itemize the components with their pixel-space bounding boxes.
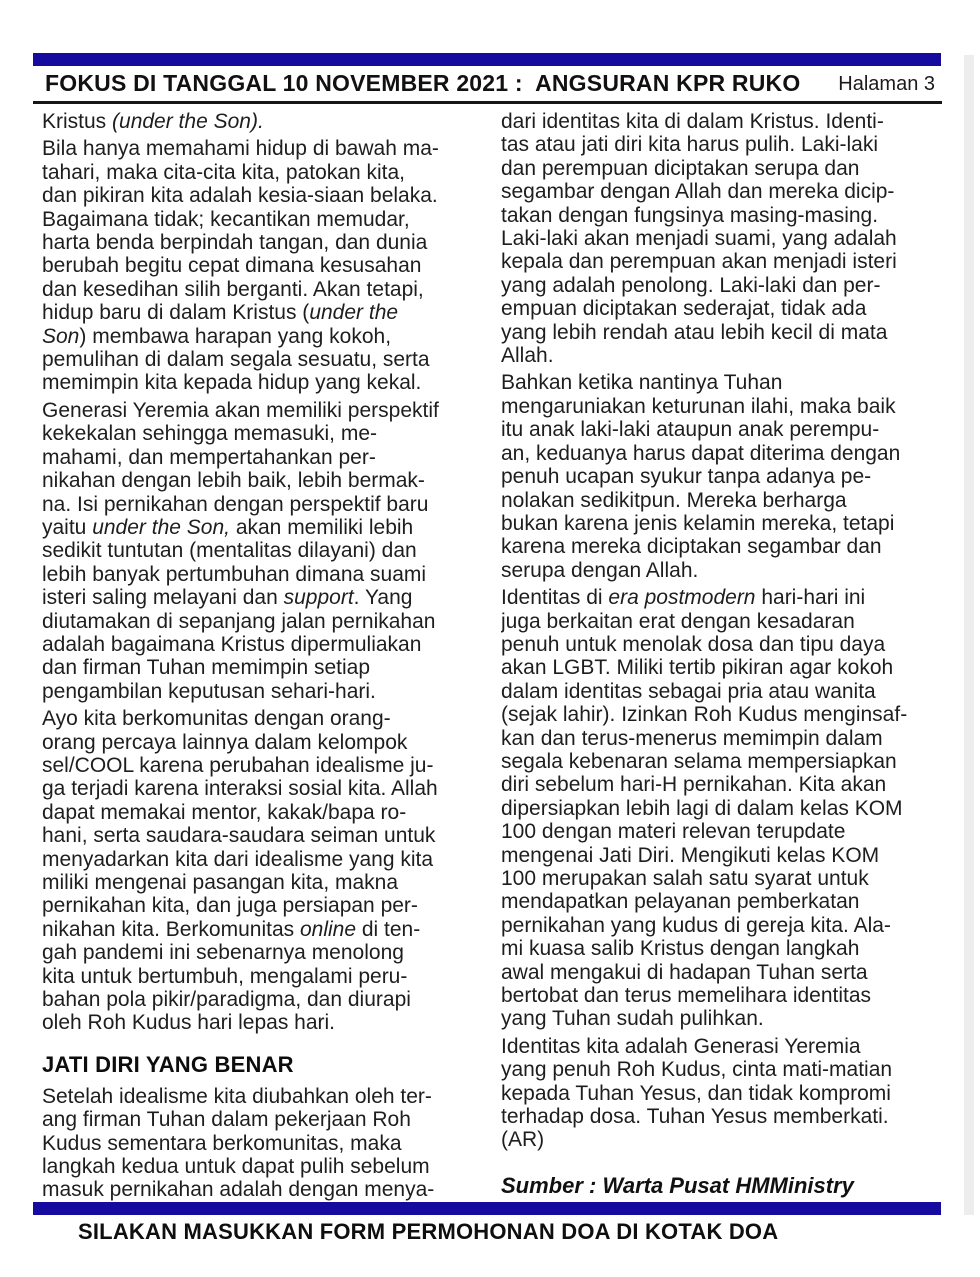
source-attribution: Sumber : Warta Pusat HMMinistry (501, 1172, 854, 1198)
paragraph: Identitas di era postmodern hari-hari ini juga berkaitan erat dengan kesadaran penuh untuk menolak dosa dan tipu daya akan LGBT. Miliki tertib pikiran agar kokoh dalam identitas sebagai pria atau wanita (sejak lahir). Izinkan Roh Kudus menginsaf- kan dan terus-menerus memimpin dalam segala kebenaran selama mempersiapkan diri sebelum hari-H pernikahan. Kita akan dipersiapkan lebih lagi di dalam kelas KOM 100 dengan materi relevan terupdate mengenai Jati Diri. Mengikuti kelas KOM 100 merupakan salah satu syarat untuk mendapatkan pelayanan pemberkatan pernikahan yang kudus di gereja kita. Ala- mi kuasa salib Kristus dengan langkah awal mengakui di hadapan Tuhan serta bertobat dan terus memelihara identitas yang Tuhan sudah pulihkan. (501, 586, 908, 1031)
paragraph: Generasi Yeremia akan memiliki perspektif kekekalan sehingga memasuki, me- mahami, dan mempertahankan per- nikahan dengan lebih baik, lebih bermak- na. Isi pernikahan dengan perspektif baru yaitu under the Son, akan memiliki lebih sedikit tuntutan (mentalitas dilayani) dan lebih banyak pertumbuhan dimana suami isteri saling melayani dan support. Yang diutamakan di sepanjang jalan pernikahan adalah bagaimana Kristus dipermuliakan dan firman Tuhan memimpin setiap pengambilan keputusan sehari-hari. (42, 398, 439, 703)
page-title: FOKUS DI TANGGAL 10 NOVEMBER 2021 : ANGSURAN KPR RUKO (45, 70, 801, 96)
paragraph: Identitas kita adalah Generasi Yeremia yang penuh Roh Kudus, cinta mati-matian kepada Tuhan Yesus, dan tidak kompromi terhadap dosa. Tuhan Yesus memberkati. (AR) (501, 1034, 893, 1152)
section-heading: JATI DIRI YANG BENAR (42, 1051, 294, 1077)
scan-edge-shadow (964, 55, 974, 1215)
bottom-accent-bar (33, 1202, 941, 1215)
paragraph: Bahkan ketika nantinya Tuhan mengaruniakan keturunan ilahi, maka baik itu anak laki-laki ataupun anak perempu- an, keduanya harus dapat diterima dengan penuh ucapan syukur tanpa adanya pe- nolakan sedikitpun. Mereka berharga bukan karena jenis kelamin mereka, tetapi karena mereka diciptakan segambar dan serupa dengan Allah. (501, 371, 901, 582)
left-column (42, 110, 491, 1206)
paragraph: Setelah idealisme kita diubahkan oleh ter- ang firman Tuhan dalam pekerjaan Roh Kudus sementara berkomunitas, maka langkah kedua untuk dapat pulih sebelum masuk pernikahan adalah dengan menya- (42, 1084, 435, 1202)
header-divider (33, 101, 942, 104)
right-column (501, 110, 950, 1206)
page-number: Halaman 3 (838, 73, 935, 95)
paragraph: Ayo kita berkomunitas dengan orang- orang percaya lainnya dalam kelompok sel/COOL karena perubahan idealisme ju- ga terjadi karena interaksi sosial kita. Allah dapat memakai mentor, kakak/bapa ro- hani, serta saudara-saudara seiman untuk menyadarkan kita dari idealisme yang kita miliki mengenai pasangan kita, makna pernikahan kita, dan juga persiapan per- nikahan kita. Berkomunitas online di ten- gah pandemi ini sebenarnya menolong kita untuk bertumbuh, mengalami peru- bahan pola pikir/paradigma, dan diurapi oleh Roh Kudus hari lepas hari. (42, 707, 438, 1035)
footer-notice: SILAKAN MASUKKAN FORM PERMOHONAN DOA DI KOTAK DOA (78, 1219, 779, 1244)
top-accent-bar (33, 53, 941, 66)
article-body (42, 110, 950, 1206)
paragraph: dari identitas kita di dalam Kristus. Identi- tas atau jati diri kita harus pulih. Laki-laki dan perempuan diciptakan serupa dan segambar dengan Allah dan mereka dicip- takan dengan fungsinya masing-masing. Laki-laki akan menjadi suami, yang adalah kepala dan perempuan akan menjadi isteri yang adalah penolong. Laki-laki dan per- empuan diciptakan sederajat, tidak ada yang lebih rendah atau lebih kecil di mata Allah. (501, 110, 897, 368)
paragraph: Kristus (under the Son). (42, 110, 264, 133)
paragraph: Bila hanya memahami hidup di bawah ma- tahari, maka cita-cita kita, patokan kita, dan pikiran kita adalah kesia-siaan belaka. Bagaimana tidak; kecantikan memudar, harta benda berpindah tangan, dan dunia berubah begitu cepat dimana kesusahan dan kesedihan silih berganti. Akan tetapi, hidup baru di dalam Kristus (under the Son) membawa harapan yang kokoh, pemulihan di dalam segala sesuatu, serta memimpin kita kepada hidup yang kekal. (42, 137, 439, 395)
